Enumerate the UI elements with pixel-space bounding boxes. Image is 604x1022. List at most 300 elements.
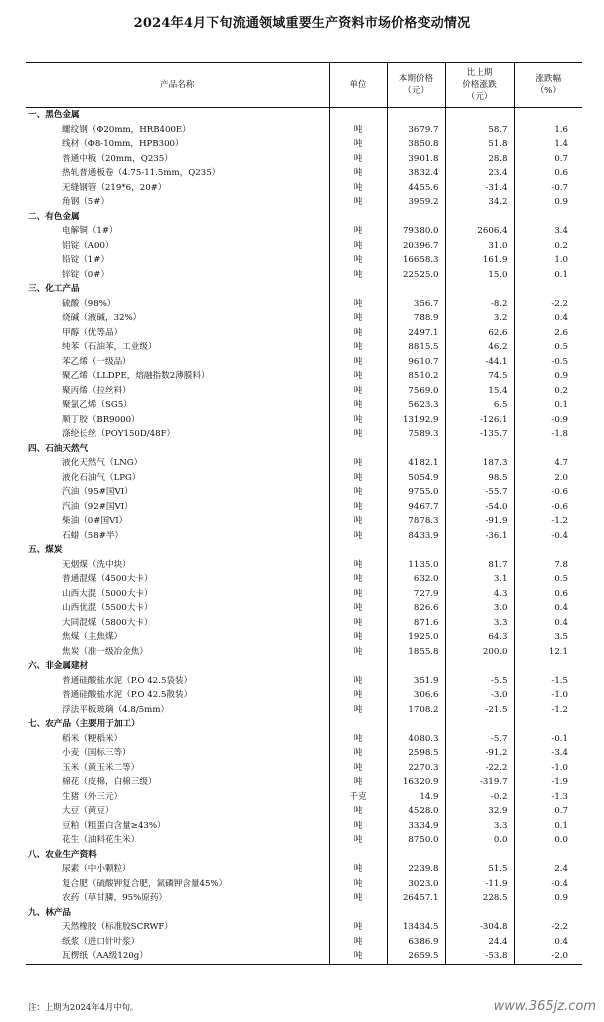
unit-cell: 吨 (329, 775, 387, 790)
unit-cell: 吨 (329, 500, 387, 515)
unit-cell: 千克 (329, 790, 387, 805)
product-name-cell: 棉花（皮棉，白棉三级） (62, 777, 157, 787)
change-cell: 46.2 (445, 340, 514, 355)
category-title: 六、非金属建材 (28, 661, 89, 671)
empty-cell (445, 906, 514, 921)
table-row (26, 703, 582, 718)
price-cell: 4455.6 (387, 181, 445, 196)
empty-cell (445, 282, 514, 297)
unit-cell: 吨 (329, 891, 387, 906)
table-row (26, 732, 582, 747)
product-name-cell: 尿素（中小颗粒） (62, 864, 131, 874)
pct-cell: 2.6 (514, 326, 582, 341)
product-name-cell: 汽油（92#国VI） (62, 501, 133, 512)
price-cell: 2598.5 (387, 746, 445, 761)
category-row (26, 210, 582, 225)
category-row (26, 906, 582, 921)
change-cell: -55.7 (445, 485, 514, 500)
price-cell: 1855.8 (387, 645, 445, 660)
pct-cell: 0.9 (514, 891, 582, 906)
unit-cell: 吨 (329, 804, 387, 819)
table-row (26, 340, 582, 355)
price-cell: 26457.1 (387, 891, 445, 906)
pct-cell: 0.7 (514, 804, 582, 819)
product-name-cell: 苯乙烯（一级品） (62, 356, 131, 367)
product-name-cell: 农药（草甘膦，95%原药） (62, 893, 168, 903)
price-cell: 7569.0 (387, 384, 445, 399)
change-cell: 28.8 (445, 152, 514, 167)
product-name-cell: 普通硅酸盐水泥（P.O 42.5袋装） (62, 675, 193, 686)
empty-cell (329, 282, 387, 297)
category-title: 五、煤炭 (28, 545, 63, 555)
header-current-price (387, 63, 445, 108)
empty-cell (329, 848, 387, 863)
empty-cell (445, 659, 514, 674)
price-table-container (26, 62, 582, 965)
pct-cell: 0.5 (514, 572, 582, 587)
empty-cell (387, 282, 445, 297)
product-name-cell: 角钢（5#） (62, 197, 110, 207)
price-cell: 2497.1 (387, 326, 445, 341)
unit-cell: 吨 (329, 949, 387, 964)
product-name-cell: 锌锭（0#） (62, 269, 110, 280)
price-cell: 6386.9 (387, 935, 445, 950)
unit-cell: 吨 (329, 369, 387, 384)
empty-cell (445, 543, 514, 558)
table-row (26, 891, 582, 906)
empty-cell (387, 442, 445, 457)
change-cell: 15.4 (445, 384, 514, 399)
product-name-cell: 汽油（95#国VI） (62, 487, 133, 497)
change-cell: 98.5 (445, 471, 514, 486)
product-name-cell: 普通硅酸盐水泥（P.O 42.5散装） (62, 690, 193, 700)
table-row (26, 181, 582, 196)
price-table (26, 62, 582, 965)
change-cell: -21.5 (445, 703, 514, 718)
category-row (26, 659, 582, 674)
empty-cell (514, 543, 582, 558)
empty-cell (514, 442, 582, 457)
unit-cell: 吨 (329, 413, 387, 428)
table-row (26, 645, 582, 660)
unit-cell: 吨 (329, 674, 387, 689)
price-cell: 4080.3 (387, 732, 445, 747)
product-name-cell: 生猪（外三元） (62, 791, 123, 802)
product-name-cell: 大同混煤（5800大卡） (62, 617, 153, 628)
unit-cell: 吨 (329, 181, 387, 196)
unit-cell: 吨 (329, 311, 387, 326)
empty-cell (514, 282, 582, 297)
table-row (26, 427, 582, 442)
footnote: 注：上期为2024年4月中旬。 (28, 1002, 139, 1012)
product-name-cell: 无缝钢管（219*6，20#） (62, 182, 167, 193)
pct-cell: 7.8 (514, 558, 582, 573)
price-cell: 356.7 (387, 297, 445, 312)
unit-cell: 吨 (329, 688, 387, 703)
pct-cell: -0.5 (514, 355, 582, 370)
table-body (26, 108, 582, 965)
unit-cell: 吨 (329, 137, 387, 152)
pct-cell: 0.6 (514, 587, 582, 602)
table-row (26, 456, 582, 471)
empty-cell (329, 442, 387, 457)
table-row (26, 819, 582, 834)
unit-cell: 吨 (329, 195, 387, 210)
product-name-cell: 热轧普通板卷（4.75-11.5mm，Q235） (62, 168, 221, 178)
change-cell: -304.8 (445, 920, 514, 935)
header-price-change-text: 比上期 价格涨跌 （元） (462, 68, 497, 102)
change-cell: 3.1 (445, 572, 514, 587)
price-cell: 8750.0 (387, 833, 445, 848)
product-name-cell: 顺丁胶（BR9000） (62, 414, 140, 425)
pct-cell: 0.0 (514, 833, 582, 848)
header-current-price-text: 本期价格 （元） (398, 74, 434, 96)
unit-cell: 吨 (329, 833, 387, 848)
table-row (26, 587, 582, 602)
product-name-cell: 天然橡胶（标准胶SCRWF） (62, 922, 173, 932)
price-cell: 2270.3 (387, 761, 445, 776)
page-title: 2024年4月下旬流通领域重要生产资料市场价格变动情况 (133, 16, 471, 31)
table-row (26, 369, 582, 384)
unit-cell: 吨 (329, 471, 387, 486)
table-row (26, 311, 582, 326)
price-cell: 1135.0 (387, 558, 445, 573)
price-cell: 871.6 (387, 616, 445, 631)
table-row (26, 166, 582, 181)
change-cell: 187.3 (445, 456, 514, 471)
pct-cell: 0.4 (514, 616, 582, 631)
unit-cell: 吨 (329, 616, 387, 631)
pct-cell: 1.4 (514, 137, 582, 152)
price-cell: 8433.9 (387, 529, 445, 544)
change-cell: 64.3 (445, 630, 514, 645)
pct-cell: -1.5 (514, 674, 582, 689)
category-title: 八、农业生产资料 (28, 849, 97, 860)
header-product-name-text: 产品名称 (160, 80, 195, 90)
unit-cell: 吨 (329, 572, 387, 587)
price-cell: 13434.5 (387, 920, 445, 935)
pct-cell: 12.1 (514, 645, 582, 660)
table-row (26, 384, 582, 399)
unit-cell: 吨 (329, 384, 387, 399)
table-row (26, 195, 582, 210)
change-cell: 34.2 (445, 195, 514, 210)
pct-cell: 0.4 (514, 935, 582, 950)
pct-cell: 0.6 (514, 166, 582, 181)
product-name-cell: 焦炭（准一级冶金焦） (62, 646, 148, 657)
product-name-cell: 线材（Φ8-10mm，HPB300） (62, 139, 184, 149)
change-cell: -5.5 (445, 674, 514, 689)
product-name-cell: 焦煤（主焦煤） (62, 632, 123, 642)
product-name-cell: 花生（油料花生米） (62, 835, 140, 845)
unit-cell: 吨 (329, 355, 387, 370)
price-cell: 3901.8 (387, 152, 445, 167)
change-cell: 32.9 (445, 804, 514, 819)
unit-cell: 吨 (329, 326, 387, 341)
price-cell: 13192.9 (387, 413, 445, 428)
empty-cell (329, 108, 387, 123)
table-row (26, 920, 582, 935)
empty-cell (445, 108, 514, 123)
category-row (26, 282, 582, 297)
unit-cell: 吨 (329, 746, 387, 761)
change-cell: 200.0 (445, 645, 514, 660)
change-cell: -54.0 (445, 500, 514, 515)
pct-cell: -2.2 (514, 920, 582, 935)
price-cell: 727.9 (387, 587, 445, 602)
category-row (26, 543, 582, 558)
unit-cell: 吨 (329, 456, 387, 471)
pct-cell: -0.7 (514, 181, 582, 196)
category-title: 三、化工产品 (28, 284, 80, 294)
product-name-cell: 复合肥（硫酸钾复合肥，氮磷钾含量45%） (62, 878, 228, 889)
product-name-cell: 聚氯乙烯（SG5） (62, 400, 132, 410)
price-cell: 8815.5 (387, 340, 445, 355)
category-row (26, 442, 582, 457)
change-cell: 4.3 (445, 587, 514, 602)
product-name-cell: 硫酸（98%） (62, 298, 116, 309)
unit-cell: 吨 (329, 427, 387, 442)
header-change-rate-text: 涨跌幅 （%） (535, 74, 562, 96)
price-cell: 22525.0 (387, 268, 445, 283)
price-cell: 306.6 (387, 688, 445, 703)
empty-cell (514, 108, 582, 123)
empty-cell (387, 906, 445, 921)
empty-cell (387, 543, 445, 558)
category-title: 一、黑色金属 (28, 110, 80, 120)
price-cell: 9755.0 (387, 485, 445, 500)
pct-cell: 0.1 (514, 819, 582, 834)
product-name-cell: 纯苯（石油苯，工业级） (62, 342, 157, 352)
product-name-cell: 液化石油气（LPG） (62, 472, 141, 483)
unit-cell: 吨 (329, 630, 387, 645)
change-cell: 24.4 (445, 935, 514, 950)
price-cell: 7878.3 (387, 514, 445, 529)
product-name-cell: 山西大混（5000大卡） (62, 588, 153, 599)
change-cell: 51.8 (445, 137, 514, 152)
table-row (26, 746, 582, 761)
table-row (26, 398, 582, 413)
empty-cell (329, 543, 387, 558)
change-cell: 161.9 (445, 253, 514, 268)
table-row (26, 471, 582, 486)
table-row (26, 949, 582, 964)
price-cell: 20396.7 (387, 239, 445, 254)
unit-cell: 吨 (329, 877, 387, 892)
category-title: 九、林产品 (28, 907, 71, 918)
change-cell: 74.5 (445, 369, 514, 384)
empty-cell (445, 717, 514, 732)
table-row (26, 862, 582, 877)
price-cell: 2239.8 (387, 862, 445, 877)
unit-cell: 吨 (329, 485, 387, 500)
product-name-cell: 山西优混（5500大卡） (62, 603, 153, 613)
pct-cell: 4.7 (514, 456, 582, 471)
price-cell: 9467.7 (387, 500, 445, 515)
empty-cell (514, 210, 582, 225)
pct-cell: 0.9 (514, 195, 582, 210)
change-cell: -36.1 (445, 529, 514, 544)
empty-cell (387, 848, 445, 863)
unit-cell: 吨 (329, 514, 387, 529)
unit-cell: 吨 (329, 123, 387, 138)
pct-cell: 3.5 (514, 630, 582, 645)
pct-cell: 0.4 (514, 311, 582, 326)
price-cell: 1708.2 (387, 703, 445, 718)
product-name-cell: 涤纶长丝（POY150D/48F） (62, 429, 176, 439)
price-cell: 4182.1 (387, 456, 445, 471)
empty-cell (329, 210, 387, 225)
change-cell: 31.0 (445, 239, 514, 254)
change-cell: -8.2 (445, 297, 514, 312)
unit-cell: 吨 (329, 398, 387, 413)
product-name-cell: 电解铜（1#） (62, 226, 118, 236)
pct-cell: -1.0 (514, 688, 582, 703)
price-cell: 14.9 (387, 790, 445, 805)
product-name-cell: 玉米（黄玉米二等） (62, 762, 140, 773)
table-row (26, 268, 582, 283)
category-row (26, 717, 582, 732)
pct-cell: -2.0 (514, 949, 582, 964)
price-cell: 5623.3 (387, 398, 445, 413)
empty-cell (514, 906, 582, 921)
price-cell: 826.6 (387, 601, 445, 616)
table-row (26, 601, 582, 616)
price-cell: 3959.2 (387, 195, 445, 210)
price-cell: 3023.0 (387, 877, 445, 892)
category-title: 二、有色金属 (28, 211, 80, 222)
product-name-cell: 无烟煤（洗中块） (62, 559, 131, 570)
header-price-change (445, 63, 514, 108)
product-name-cell: 普通混煤（4500大卡） (62, 574, 153, 584)
change-cell: -5.7 (445, 732, 514, 747)
price-cell: 4528.0 (387, 804, 445, 819)
table-row (26, 935, 582, 950)
unit-cell: 吨 (329, 340, 387, 355)
pct-cell: -0.9 (514, 413, 582, 428)
pct-cell: 1.0 (514, 253, 582, 268)
unit-cell: 吨 (329, 819, 387, 834)
change-cell: -126.1 (445, 413, 514, 428)
table-row (26, 877, 582, 892)
table-header-row (26, 63, 582, 108)
empty-cell (514, 659, 582, 674)
price-cell: 2659.5 (387, 949, 445, 964)
price-cell: 788.9 (387, 311, 445, 326)
header-change-rate (514, 63, 582, 108)
price-cell: 632.0 (387, 572, 445, 587)
unit-cell: 吨 (329, 587, 387, 602)
pct-cell: 0.4 (514, 601, 582, 616)
change-cell: -44.1 (445, 355, 514, 370)
watermark: www.365jz.com (493, 999, 596, 1014)
unit-cell: 吨 (329, 239, 387, 254)
pct-cell: -1.2 (514, 703, 582, 718)
table-row (26, 413, 582, 428)
table-row (26, 529, 582, 544)
pct-cell: 3.4 (514, 224, 582, 239)
unit-cell: 吨 (329, 935, 387, 950)
change-cell: 23.4 (445, 166, 514, 181)
category-title: 七、农产品（主要用于加工） (28, 719, 140, 729)
unit-cell: 吨 (329, 558, 387, 573)
change-cell: 51.5 (445, 862, 514, 877)
unit-cell: 吨 (329, 268, 387, 283)
unit-cell: 吨 (329, 920, 387, 935)
table-row (26, 630, 582, 645)
header-unit (329, 63, 387, 108)
empty-cell (445, 442, 514, 457)
change-cell: 3.3 (445, 616, 514, 631)
table-row (26, 239, 582, 254)
change-cell: -91.9 (445, 514, 514, 529)
change-cell: -22.2 (445, 761, 514, 776)
table-row (26, 500, 582, 515)
pct-cell: 0.1 (514, 268, 582, 283)
category-row (26, 848, 582, 863)
table-row (26, 688, 582, 703)
table-row (26, 297, 582, 312)
table-row (26, 674, 582, 689)
change-cell: 228.5 (445, 891, 514, 906)
pct-cell: -0.4 (514, 877, 582, 892)
empty-cell (445, 848, 514, 863)
table-row (26, 558, 582, 573)
empty-cell (329, 906, 387, 921)
header-product-name (26, 63, 329, 108)
product-name-cell: 稻米（粳稻米） (62, 733, 123, 744)
pct-cell: -2.2 (514, 297, 582, 312)
pct-cell: 0.9 (514, 369, 582, 384)
empty-cell (514, 848, 582, 863)
product-name-cell: 石蜡（58#半） (62, 530, 124, 541)
header-unit-text: 单位 (349, 80, 367, 90)
product-name-cell: 小麦（国标三等） (62, 748, 131, 758)
table-row (26, 123, 582, 138)
unit-cell: 吨 (329, 645, 387, 660)
pct-cell: -3.4 (514, 746, 582, 761)
empty-cell (387, 717, 445, 732)
unit-cell: 吨 (329, 761, 387, 776)
price-cell: 3679.7 (387, 123, 445, 138)
table-row (26, 514, 582, 529)
table-row (26, 616, 582, 631)
table-row (26, 224, 582, 239)
table-row (26, 355, 582, 370)
product-name-cell: 聚丙烯（拉丝料） (62, 385, 131, 396)
change-cell: -91.2 (445, 746, 514, 761)
unit-cell: 吨 (329, 166, 387, 181)
change-cell: -135.7 (445, 427, 514, 442)
product-name-cell: 液化天然气（LNG） (62, 458, 143, 468)
price-cell: 8510.2 (387, 369, 445, 384)
unit-cell: 吨 (329, 297, 387, 312)
empty-cell (329, 717, 387, 732)
pct-cell: 0.2 (514, 384, 582, 399)
pct-cell: -0.4 (514, 529, 582, 544)
product-name-cell: 螺纹钢（Φ20mm，HRB400E） (62, 124, 191, 135)
empty-cell (514, 717, 582, 732)
table-row (26, 833, 582, 848)
pct-cell: -1.9 (514, 775, 582, 790)
table-row (26, 326, 582, 341)
change-cell: -53.8 (445, 949, 514, 964)
change-cell: 3.0 (445, 601, 514, 616)
table-row (26, 572, 582, 587)
pct-cell: 2.4 (514, 862, 582, 877)
product-name-cell: 豆粕（粗蛋白含量≥43%） (62, 820, 166, 831)
table-row (26, 485, 582, 500)
